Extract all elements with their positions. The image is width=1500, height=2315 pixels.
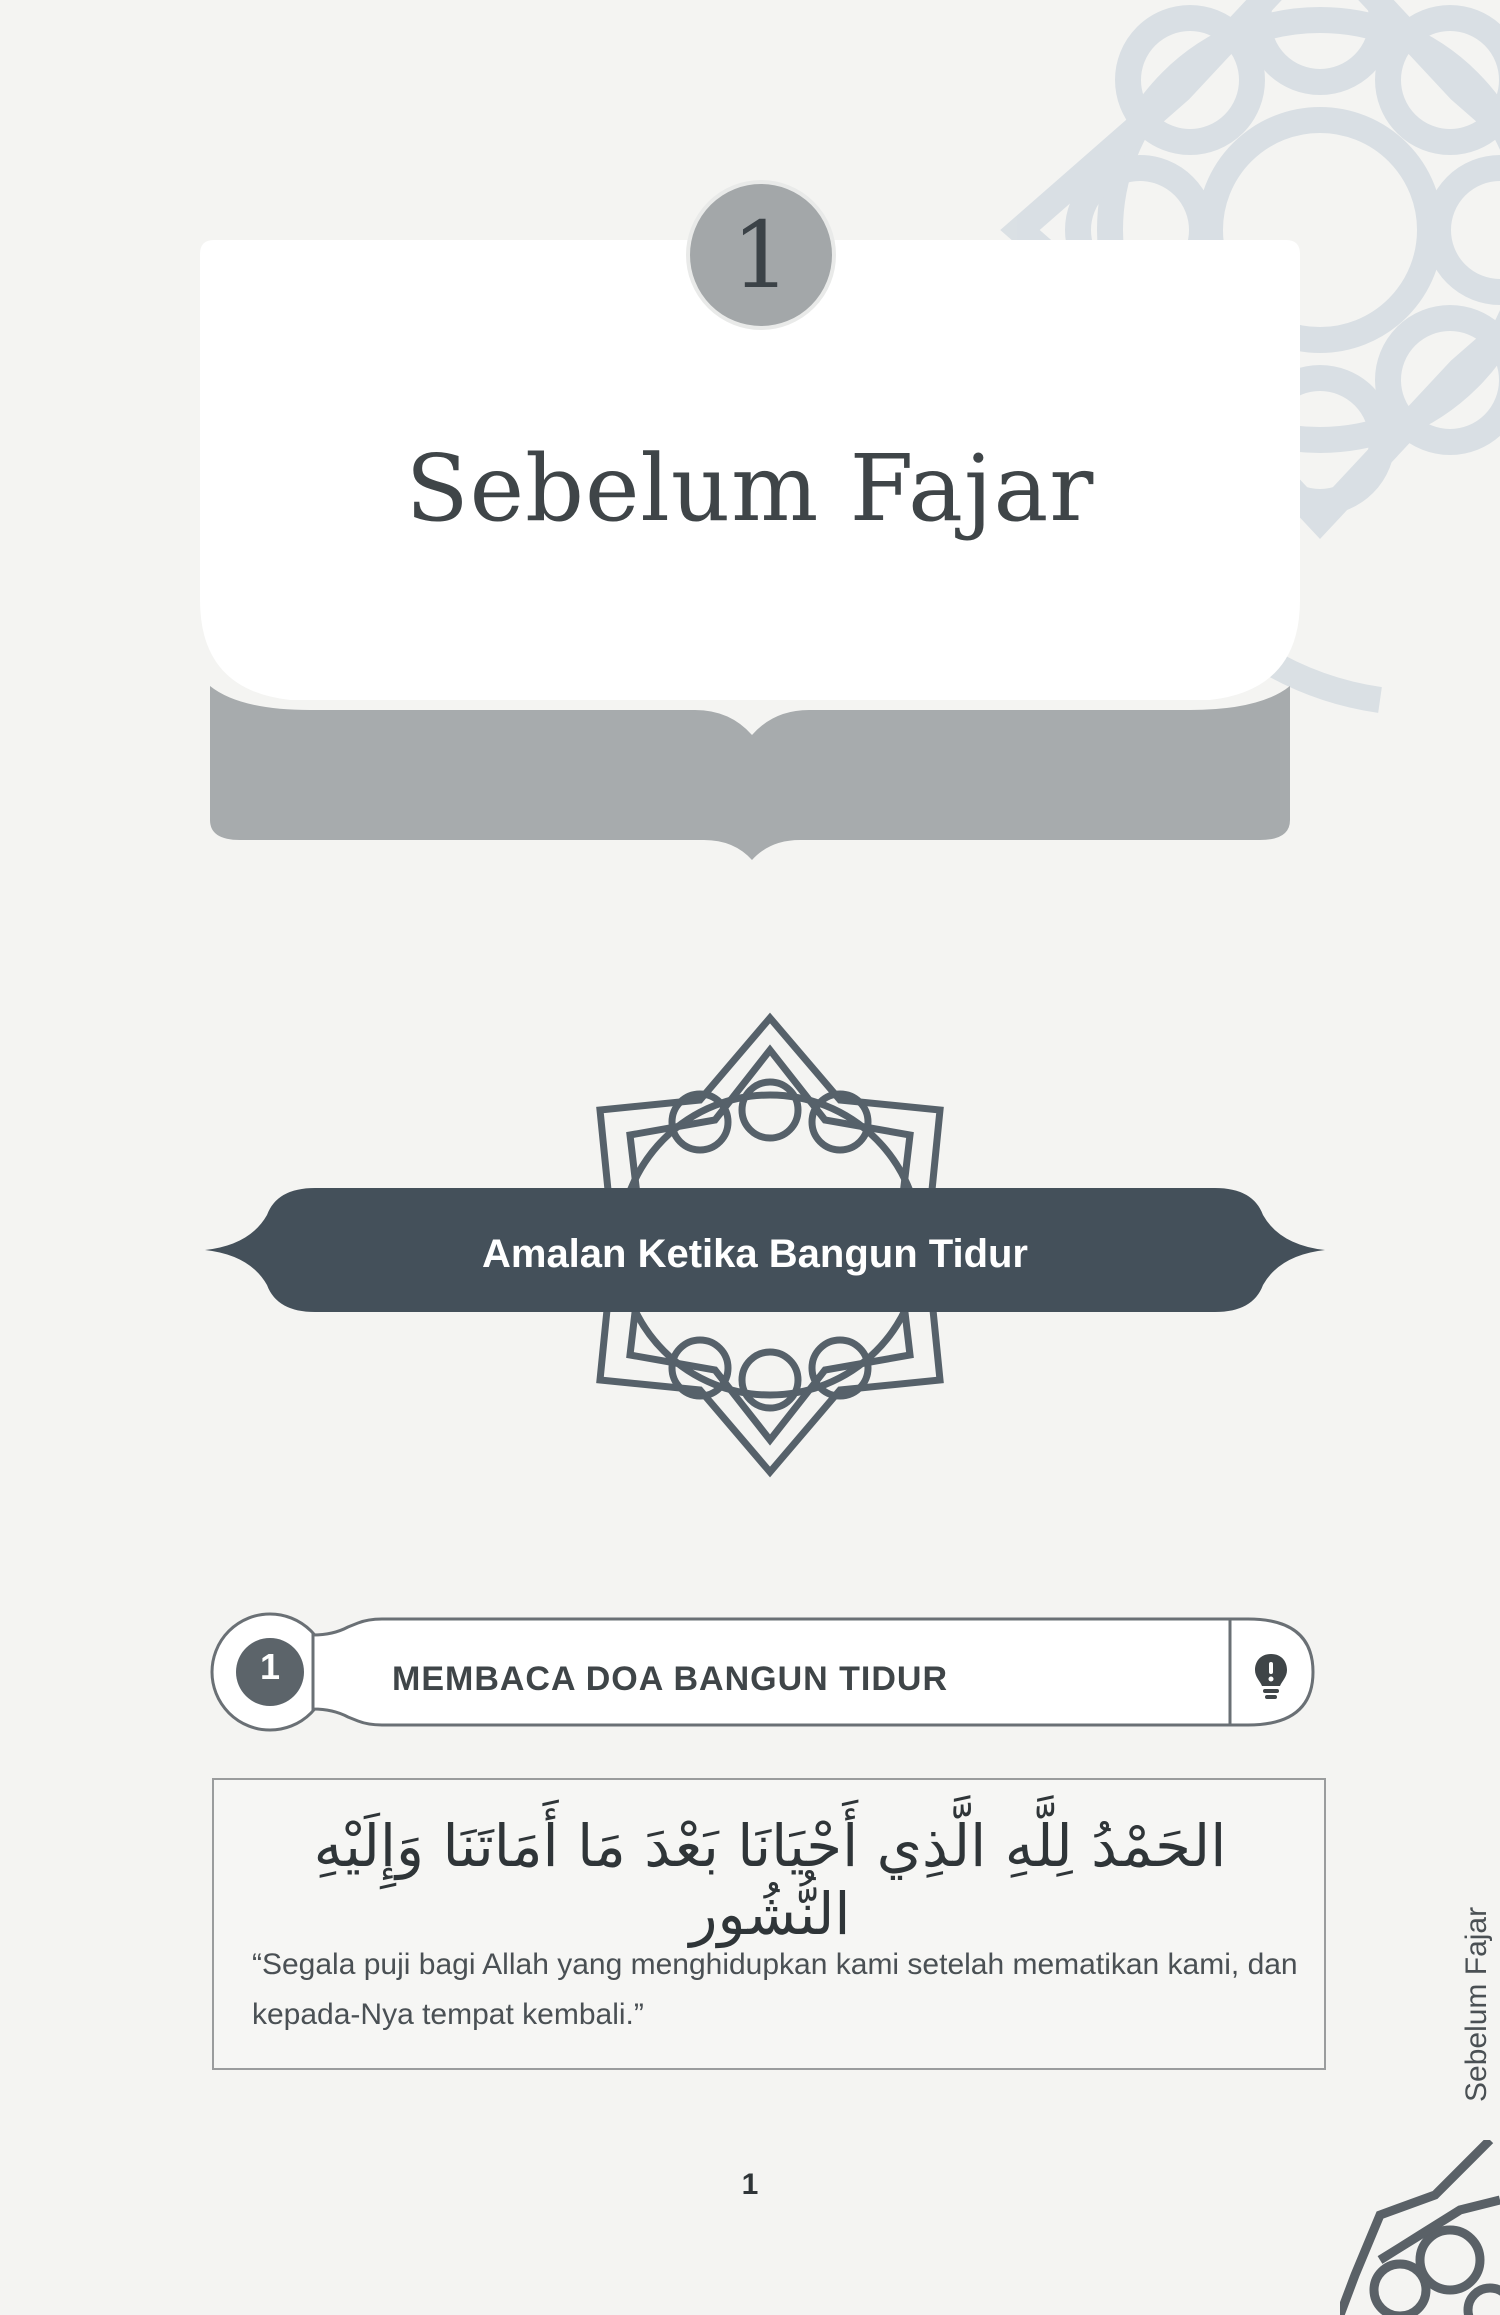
section-title: Amalan Ketika Bangun Tidur [481, 1232, 1028, 1276]
page-number: 1 [741, 2168, 759, 2201]
running-header-vertical: Sebelum Fajar [1460, 1906, 1493, 2102]
item-title: MEMBACA DOA BANGUN TIDUR [392, 1660, 948, 1698]
bottom-corner-ornament [1340, 2140, 1500, 2315]
dua-translation: “Segala puji bagi Allah yang menghidupkan kami setelah mematikan kami, dan kepada-Nya tempat kembali.” [252, 1948, 1298, 2031]
chapter-title: Sebelum Fajar [405, 435, 1095, 542]
item-number-badge: 1 [259, 1646, 281, 1687]
chapter-number-badge: 1 [686, 180, 836, 330]
chapter-frame [200, 240, 1300, 860]
dua-arabic-text: الحَمْدُ لِلَّهِ الَّذِي أَحْيَانَا بَعْدَ مَا أَمَاتَنَا وَإِلَيْهِ النُّشُور [313, 1812, 1227, 1948]
lightbulb-icon [1254, 1652, 1288, 1700]
